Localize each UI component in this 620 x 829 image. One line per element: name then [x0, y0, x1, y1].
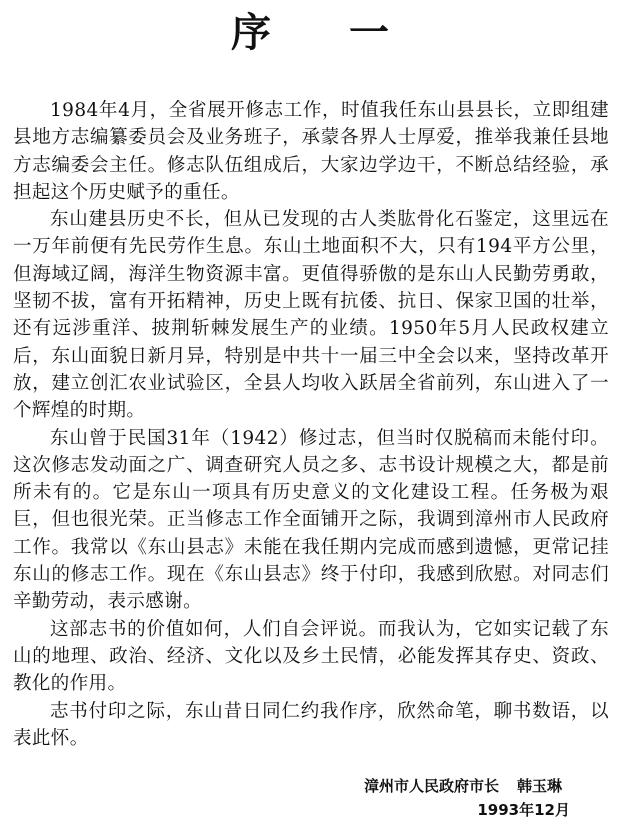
paragraph-4: 这部志书的价值如何，人们自会评说。而我认为，它如实记载了东山的地理、政治、经济、文化以及乡土民情，必能发挥其存史、资政、教化的作用。	[13, 618, 609, 695]
signature-position: 漳州市人民政府市长	[363, 777, 499, 795]
preface-body	[13, 97, 609, 752]
signature-name: 韩玉琳	[516, 777, 562, 795]
paragraph-2: 东山建县历史不长，但从已发现的古人类肱骨化石鉴定，这里远在一万年前便有先民劳作生息。东山土地面积不大，只有194平方公里，但海域辽阔，海洋生物资源丰富。更值得骄傲的是东山人民勤劳勇敢，坚韧不拔，富有开拓精神，历史上既有抗倭、抗日、保家卫国的壮举，还有远涉重洋、披荆斩棘发展生产的业绩。1950年5月人民政权建立后，东山面貌日新月异，特别是中共十一届三中全会以来，坚持改革开放，建立创汇农业试验区，全县人均收入跃居全省前列，东山进入了一个辉煌的时期。	[13, 209, 609, 422]
paragraph-3: 东山曾于民国31年（1942）修过志，但当时仅脱稿而未能付印。这次修志发动面之广、调查研究人员之多、志书设计规模之大，都是前所未有的。它是东山一项具有历史意义的文化建设工程。任务极为艰巨，但也很光荣。正当修志工作全面铺开之际，我调到漳州市人民政府工作。我常以《东山县志》未能在我任期内完成而感到遗憾，更常记挂东山的修志工作。现在《东山县志》终于付印，我感到欣慰。对同志们辛勤劳动，表示感谢。	[13, 427, 609, 613]
paragraph-5: 志书付印之际，东山昔日同仁约我作序，欣然命笔，聊书数语，以表此怀。	[13, 700, 609, 749]
signature-line	[364, 776, 562, 796]
signature-date: 1993年12月	[477, 801, 570, 819]
page-title: 序 一	[231, 9, 421, 56]
paragraph-1: 1984年4月，全省展开修志工作，时值我任东山县县长，立即组建县地方志编纂委员会及业务班子，承蒙各界人士厚爱，推举我兼任县地方志编委会主任。修志队伍组成后，大家边学边干，不断总结经验，承担起这个历史赋予的重任。	[13, 100, 609, 203]
